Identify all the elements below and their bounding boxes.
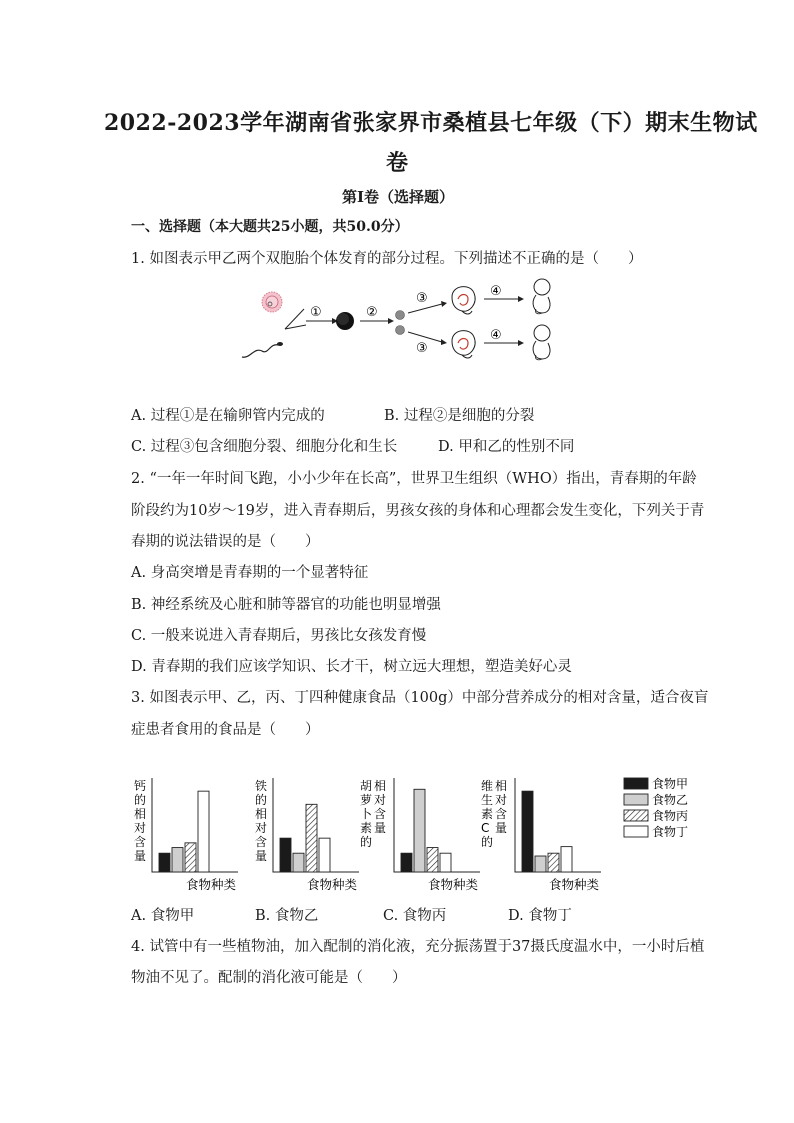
chart-ylabel-char: 对 xyxy=(134,821,147,835)
q2-stem-line1: 2. “一年一年时间飞跑，小小少年在长高”，世界卫生组织（WHO）指出，青春期的年龄 xyxy=(131,471,697,487)
chart-bar-食物丙 xyxy=(427,848,438,872)
chart-legend xyxy=(624,776,688,839)
chart-ylabel-char: 素 xyxy=(360,821,373,835)
step3-label-top: ③ xyxy=(416,291,428,306)
q3-option-d[interactable]: D. 食物丁 xyxy=(508,908,572,924)
chart-ylabel-char: 量 xyxy=(374,821,387,835)
chart-ylabel-char: 含 xyxy=(134,835,147,849)
chart-bar-食物乙 xyxy=(414,789,425,872)
q3-option-a[interactable]: A. 食物甲 xyxy=(131,908,195,924)
step4-label-top: ④ xyxy=(490,284,502,299)
q3-option-b[interactable]: B. 食物乙 xyxy=(255,908,319,924)
chart-ylabel-char: 生 xyxy=(481,793,494,807)
chart-ylabel-char: 卜 xyxy=(360,807,373,821)
embryo-bottom-icon xyxy=(452,331,475,358)
nutrient-chart-3 xyxy=(360,778,480,892)
section-title: 一、选择题（本大题共25小题，共50.0分） xyxy=(131,219,409,235)
doc-title-line2: 卷 xyxy=(386,150,409,176)
chart-bar-食物乙 xyxy=(293,853,304,872)
chart-ylabel-char: 对 xyxy=(495,793,508,807)
q1-development-figure xyxy=(230,275,570,375)
q2-option-d[interactable]: D. 青春期的我们应该学知识、长才干，树立远大理想，塑造美好心灵 xyxy=(131,659,572,675)
chart-bar-食物甲 xyxy=(280,838,291,872)
sperm-icon xyxy=(242,345,278,357)
legend-swatch xyxy=(624,810,648,821)
chart-ylabel-char: 对 xyxy=(374,793,387,807)
legend-swatch xyxy=(624,794,648,805)
chart-bar-食物丁 xyxy=(440,853,451,872)
chart-ylabel-char: 的 xyxy=(134,793,147,807)
chart-ylabel-char: 钙 xyxy=(134,779,147,793)
step3-label-bottom: ③ xyxy=(416,341,428,356)
chart-ylabel-char: 相 xyxy=(374,779,387,793)
q1-option-c[interactable]: C. 过程③包含细胞分裂、细胞分化和生长 xyxy=(131,439,398,455)
q2-option-b[interactable]: B. 神经系统及心脏和肺等器官的功能也明显增强 xyxy=(131,597,441,613)
chart-ylabel-char: 对 xyxy=(255,821,268,835)
egg-cell-icon xyxy=(262,292,282,312)
chart-ylabel-char: 量 xyxy=(255,849,268,863)
q3-option-c[interactable]: C. 食物丙 xyxy=(383,908,447,924)
part-title: 第I卷（选择题） xyxy=(342,188,455,206)
legend-label: 食物丙 xyxy=(652,809,689,823)
chart-bar-食物丁 xyxy=(319,838,330,872)
chart-ylabel-char: 相 xyxy=(255,807,268,821)
chart-ylabel-char: C xyxy=(481,821,490,835)
chart-ylabel-char: 维 xyxy=(481,779,494,793)
nutrient-chart-1 xyxy=(134,778,238,892)
legend-label: 食物丁 xyxy=(652,825,689,839)
chart-ylabel-char: 含 xyxy=(495,807,508,821)
q2-stem-line2: 阶段约为10岁～19岁，进入青春期后，男孩女孩的身体和心理都会发生变化，下列关于青 xyxy=(131,503,705,519)
chart-ylabel-char: 的 xyxy=(481,835,494,849)
chart-xlabel: 食物种类 xyxy=(549,877,600,892)
chart-bar-食物丙 xyxy=(306,804,317,872)
q3-nutrient-charts xyxy=(126,770,706,900)
chart-xlabel: 食物种类 xyxy=(428,877,479,892)
q2-stem-line3: 春期的说法错误的是（ ） xyxy=(131,534,320,550)
chart-ylabel-char: 含 xyxy=(374,807,387,821)
chart-bar-食物甲 xyxy=(401,853,412,872)
chart-bar-食物乙 xyxy=(535,856,546,872)
q2-option-c[interactable]: C. 一般来说进入青春期后，男孩比女孩发育慢 xyxy=(131,628,427,644)
q1-option-b[interactable]: B. 过程②是细胞的分裂 xyxy=(384,408,535,424)
q3-stem-line1: 3. 如图表示甲、乙，丙、丁四种健康食品（100g）中部分营养成分的相对含量，适合夜盲 xyxy=(131,690,709,706)
embryo-top-icon xyxy=(452,287,475,314)
chart-xlabel: 食物种类 xyxy=(307,877,358,892)
chart-ylabel-char: 铁 xyxy=(255,779,268,793)
q1-option-a[interactable]: A. 过程①是在输卵管内完成的 xyxy=(131,408,325,424)
chart-bar-食物丁 xyxy=(198,791,209,872)
chart-bar-食物乙 xyxy=(172,848,183,872)
chart-bar-食物丙 xyxy=(548,853,559,872)
cell-top-icon xyxy=(396,311,405,320)
legend-swatch xyxy=(624,778,648,789)
q3-stem-line2: 症患者食用的食品是（ ） xyxy=(131,722,320,738)
chart-ylabel-char: 胡 xyxy=(360,779,373,793)
chart-ylabel-char: 的 xyxy=(360,835,373,849)
chart-bar-食物甲 xyxy=(522,791,533,872)
chart-bar-食物丁 xyxy=(561,847,572,872)
chart-ylabel-char: 量 xyxy=(134,849,147,863)
nutrient-chart-2 xyxy=(255,778,359,892)
q2-option-a[interactable]: A. 身高突增是青春期的一个显著特征 xyxy=(131,565,369,581)
legend-label: 食物乙 xyxy=(652,793,689,807)
chart-bar-食物丙 xyxy=(185,843,196,872)
step1-label: ① xyxy=(310,305,322,320)
fetus-top-icon xyxy=(533,279,550,314)
legend-label: 食物甲 xyxy=(652,777,689,791)
doc-title-line1: 2022-2023学年湖南省张家界市桑植县七年级（下）期末生物试 xyxy=(104,110,758,136)
chart-ylabel-char: 量 xyxy=(495,821,508,835)
q4-stem-line1: 4. 试管中有一些植物油，加入配制的消化液，充分振荡置于37摄氏度温水中，一小时后植 xyxy=(131,939,705,955)
nutrient-chart-4 xyxy=(481,778,601,892)
chart-ylabel-char: 的 xyxy=(255,793,268,807)
legend-swatch xyxy=(624,826,648,837)
q1-option-d[interactable]: D. 甲和乙的性别不同 xyxy=(438,439,575,455)
step2-label: ② xyxy=(366,305,378,320)
chart-ylabel-char: 相 xyxy=(134,807,147,821)
q4-stem-line2: 物油不见了。配制的消化液可能是（ ） xyxy=(131,970,407,986)
fetus-bottom-icon xyxy=(533,325,550,360)
chart-ylabel-char: 素 xyxy=(481,807,494,821)
chart-bar-食物甲 xyxy=(159,853,170,872)
cell-bottom-icon xyxy=(396,326,405,335)
chart-ylabel-char: 相 xyxy=(495,779,508,793)
chart-ylabel-char: 萝 xyxy=(360,793,373,807)
chart-ylabel-char: 含 xyxy=(255,835,268,849)
step4-label-bottom: ④ xyxy=(490,328,502,343)
q1-stem: 1. 如图表示甲乙两个双胞胎个体发育的部分过程。下列描述不正确的是（ ） xyxy=(131,251,643,267)
chart-xlabel: 食物种类 xyxy=(186,877,237,892)
